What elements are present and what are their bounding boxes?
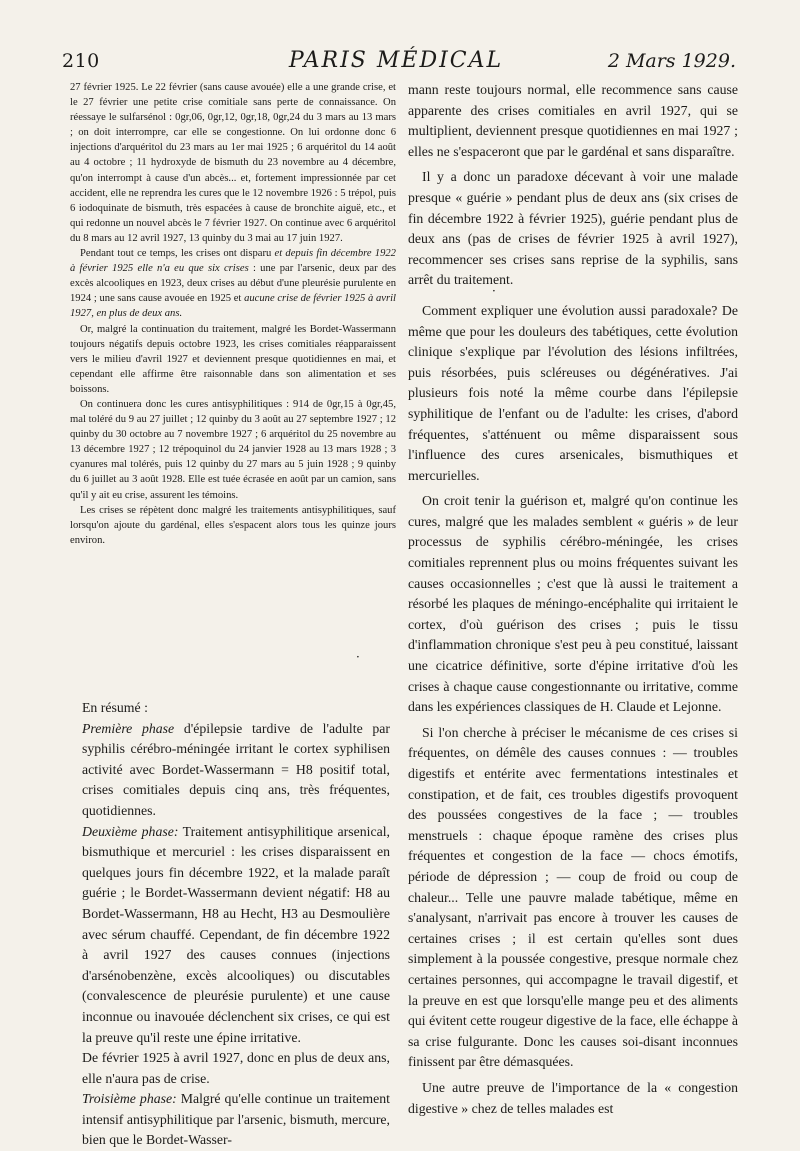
case-paragraph-5: Les crises se répètent donc malgré les traitements antisyphilitiques, sauf lorsqu'on ajoute du gardénal, elles s'espacent alors tous les quinze jours environ. [70,504,396,546]
journal-title: PARIS MÉDICAL [288,48,504,73]
phase-3-label: Troisième phase: [82,1091,177,1107]
right-paragraph-1: mann reste toujours normal, elle recommence sans cause apparente des crises comitiales en avril 1927, qui se multiplient, deviennent presque quotidiennes en mai 1927 ; elles ne s'espaceront que par le gardénal et sans disparaître. [408,82,738,159]
phase-2-paragraph: Deuxième phase: Traitement antisyphilitique arsenical, bismuthique et mercuriel : les crises disparaissent en quelques jours fin décembre 1922, et la malade paraît guérie ; le Bordet-Wassermann devient négatif: H8 au Bordet-Wassermann, H8 au Hecht, H3 au Desmoulière avec sérum chauffé. Cependant, de fin décembre 1922 à avril 1927 des causes connues (injections d'arsénobenzène, excès alcooliques) ou discutables (convalescence de pleurésie purulente) et une cause inconnue ou inavouée déclenchent six crises, ce qui est la preuve qu'il reste une épine irritative. [82,823,391,1045]
case-notes-column [70,80,396,548]
page-header [56,48,736,78]
phase-1-label: Première phase [82,720,175,736]
right-column [408,80,738,1119]
phase-1-paragraph: Première phase d'épilepsie tardive de l'adulte par syphilis cérébro-méningée irritant le cortex syphilisen activité avec Bordet-Wassermann = H8 positif total, crises comitiales depuis cinq ans, très fréquentes, quotidiennes. [82,720,390,818]
stray-dot-mark: · [356,650,360,664]
february-paragraph: De février 1925 à avril 1927, donc en plus de deux ans, elle n'aura pas de crise. [82,1050,390,1086]
right-paragraph-4: On croit tenir la guérison et, malgré qu'on continue les cures, malgré que les malades semblent « guéris » de leur processus de syphilis cérébro-méningée, les crises comitiales reprennent plus ou moins fréquentes suivant les causes occasionnelles ; c'est que là aussi le traitement a résorbé les plaques de méningo-encéphalite qui irritaient le cortex, d'où guérison des crises ; puis le tissu d'inflammation chronique s'est peu à peu constitué, laissant une cicatrice définitive, sorte d'épine irritative d'où les crises à chaque cause congestionnante ou irritative, comme dans les expériences classiques de H. Claude et Lejonne. [408,493,738,715]
case-paragraph-3: Or, malgré la continuation du traitement, malgré les Bordet-Wassermann toujours négatifs depuis octobre 1923, les crises comitiales réapparaissent vers le milieu d'avril 1927 et deviennent presque quotidiennes en mai, et cependant elle affirme être raisonnable dans son alimentation et ses boissons. [70,323,396,395]
right-paragraph-2: Il y a donc un paradoxe décevant à voir une malade presque « guérie » pendant plus de deux ans (six crises de fin décembre 1922 à février 1925), guérie pendant plus de deux ans (pas de crises de février 1925 à avril 1927), recommencer ses crises sans reprise de la syphilis, sans arrêt du traitement. [408,169,738,288]
summary-column [82,698,390,1151]
case-paragraph-1: 27 février 1925. Le 22 février (sans cause avouée) elle a une grande crise, et le 27 février une petite crise comitiale sans perte de connaissance. On réessaye le sulfarsénol : 0gr,06, 0gr,12, 0gr,18, 0gr,24 du 3 mars au 13 mars ; on doit interrompre, car elle se congestionne. On lui ordonne donc 6 injections d'arquéritol du 23 mars au 1er mai 1925 ; 6 arquéritol du 14 août au 4 octobre ; 11 hydroxyde de bismuth du 23 novembre au 4 décembre, qu'on interrompt à cause d'un abcès... et, fortement impressionnée par cet accident, elle ne reprendra les cures que le 12 novembre 1926 : 5 trépol, puis 6 iodoquinate de bismuth, très espacées à cause de bronchite aiguë, etc., et qui redonne un nouvel abcès le 7 février 1927. On continue avec 6 arquéritol du 8 mars au 12 avril 1927, 13 quinby du 3 mai au 17 juin 1927. [70,82,396,244]
issue-date: 2 Mars 1929. [607,50,736,72]
stray-dot-mark: · [492,284,496,298]
case-paragraph-2: Pendant tout ce temps, les crises ont disparu et depuis fin décembre 1922 à février 1925 elle n'a eu que six crises : une par l'arsenic, deux par des excès alcooliques en 1923, deux crises au début d'une pleurésie purulente en 1924 ; une sans cause avouée en 1925 et aucune crise de février 1925 à avril 1927, en plus de deux ans. [70,248,396,320]
page-number: 210 [62,50,100,72]
phase-3-paragraph: Troisième phase: Malgré qu'elle continue un traitement intensif antisyphilitique par l'arsenic, bismuth, mercure, bien que le Bordet-Wasser- [82,1091,390,1148]
summary-heading: En résumé : [82,700,148,715]
phase-2-label: Deuxième phase: [82,823,179,839]
right-paragraph-3: Comment expliquer une évolution aussi paradoxale? De même que pour les douleurs des tabétiques, cette évolution clinique s'explique par l'évolution des lésions infiltrées, puis résorbées, puis scléreuses ou dégénératives. J'ai plusieurs fois noté la même courbe dans l'épilepsie syphilitique de l'enfant ou de l'adulte: les crises, d'abord fréquentes, s'atténuent ou même disparaissent sous l'influence des cures arsenicales, bismuthiques et mercurielles. [408,302,738,483]
right-paragraph-5: Si l'on cherche à préciser le mécanisme de ces crises si fréquentes, on démêle des causes connues : — troubles digestifs et entérite avec fermentations intestinales et constipation, et de fait, ces troubles digestifs provoquent des poussées congestives de la face ; — troubles menstruels : chaque époque ramène des crises plus fréquentes et congestion de la face — chocs émotifs, période de dépression ; — coup de froid ou coup de chaleur... Telle une pauvre malade tabétique, même en s'analysant, n'arrivait pas encore à trouver les causes de certaines crises ; il est certain qu'elles sont dues simplement à la poussée congestive, presque normale chez certaines personnes, qui accompagne le travail digestif, et la preuve en est que lorsqu'elle mange peu et des aliments qui évitent cette rougeur digestive de la face, elle échappe à sa crise fulgurante. Donc les causes soi-disant inconnues finissent par être démasquées. [408,724,738,1070]
case-paragraph-4: On continuera donc les cures antisyphilitiques : 914 de 0gr,15 à 0gr,45, mal toléré du 9 au 27 juillet ; 12 quinby du 3 août au 27 septembre 1927 ; 12 quinby du 30 octobre au 7 novembre 1927 ; 6 arquéritol du 25 novembre au 13 décembre 1927 ; 12 trépoquinol du 24 janvier 1928 au 13 mars 1928 ; 3 cyanures mal tolérés, puis 12 quinby du 27 mars au 5 juin 1928 ; 9 quinby du 6 juillet au 3 août 1928. Elle est tuée écrasée en août par un camion, sans qu'il y ait eu crise, assurent les témoins. [70,398,396,501]
right-paragraph-6: Une autre preuve de l'importance de la « congestion digestive » chez de telles malades est [408,1079,738,1116]
